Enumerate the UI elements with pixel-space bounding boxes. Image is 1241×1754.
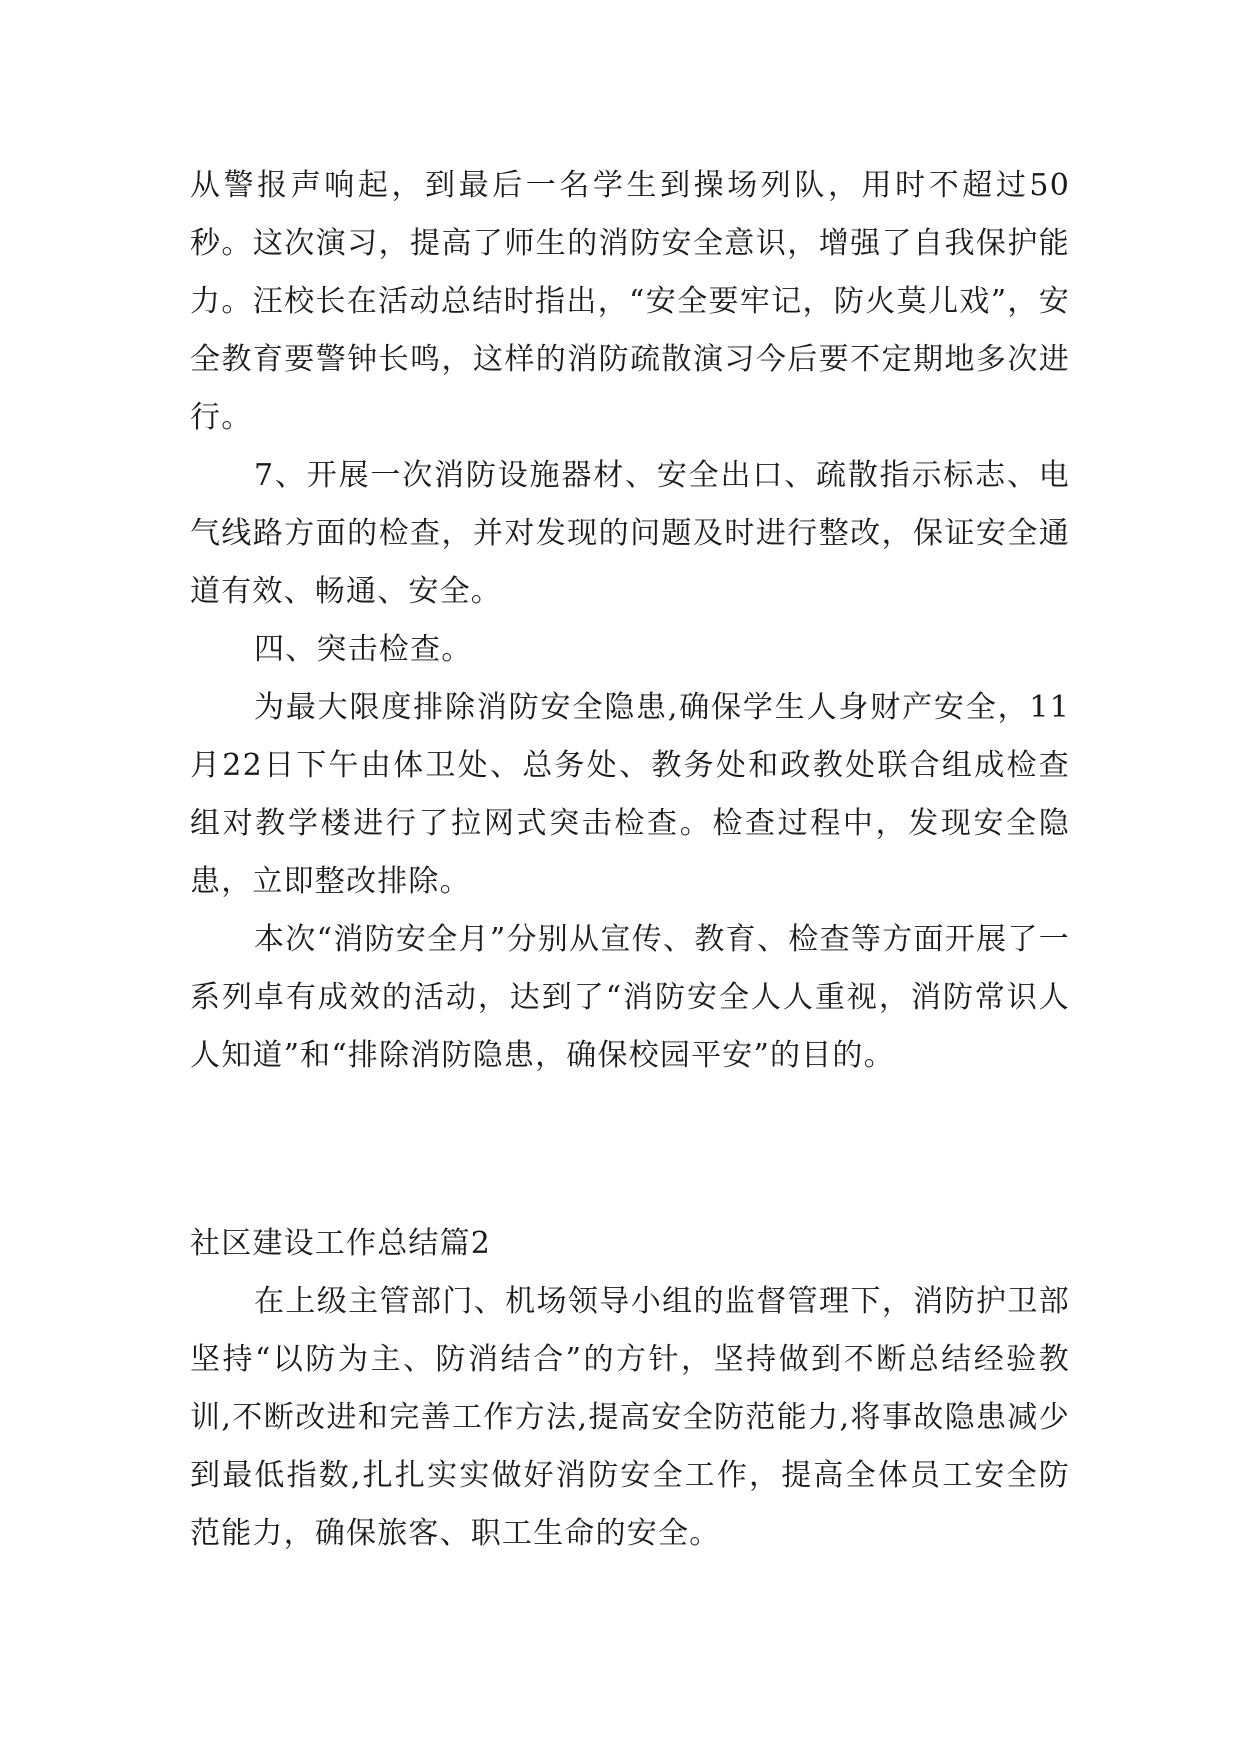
section-one (190, 157, 1070, 1085)
paragraph-drill-summary: 从警报声响起，到最后一名学生到操场列队，用时不超过50秒。这次演习，提高了师生的消防安全意识，增强了自我保护能力。汪校长在活动总结时指出，“安全要牢记，防火莫儿戏”，安全教育要警钟长鸣，这样的消防疏散演习今后要不定期地多次进行。 (190, 168, 1070, 435)
section-two (190, 1215, 1070, 1563)
paragraph-surprise-inspection-detail: 为最大限度排除消防安全隐患,确保学生人身财产安全，11月22日下午由体卫处、总务处、教务处和政教处联合组成检查组对教学楼进行了拉网式突击检查。检查过程中，发现安全隐患，立即整改排除。 (190, 690, 1070, 899)
paragraph-surprise-inspection-heading: 四、突击检查。 (254, 632, 473, 667)
section-title: 社区建设工作总结篇2 (190, 1226, 492, 1261)
paragraph-fire-department-summary: 在上级主管部门、机场领导小组的监督管理下，消防护卫部坚持“以防为主、防消结合”的方针，坚持做到不断总结经验教训,不断改进和完善工作方法,提高安全防范能力,将事故隐患减少到最低指数,扎扎实实做好消防安全工作，提高全体员工安全防范能力，确保旅客、职工生命的安全。 (190, 1284, 1070, 1551)
paragraph-month-conclusion: 本次“消防安全月”分别从宣传、教育、检查等方面开展了一系列卓有成效的活动，达到了“消防安全人人重视，消防常识人人知道”和“排除消防隐患，确保校园平安”的目的。 (190, 922, 1070, 1073)
paragraph-inspection-item-7: 7、开展一次消防设施器材、安全出口、疏散指示标志、电气线路方面的检查，并对发现的问题及时进行整改，保证安全通道有效、畅通、安全。 (190, 458, 1070, 609)
